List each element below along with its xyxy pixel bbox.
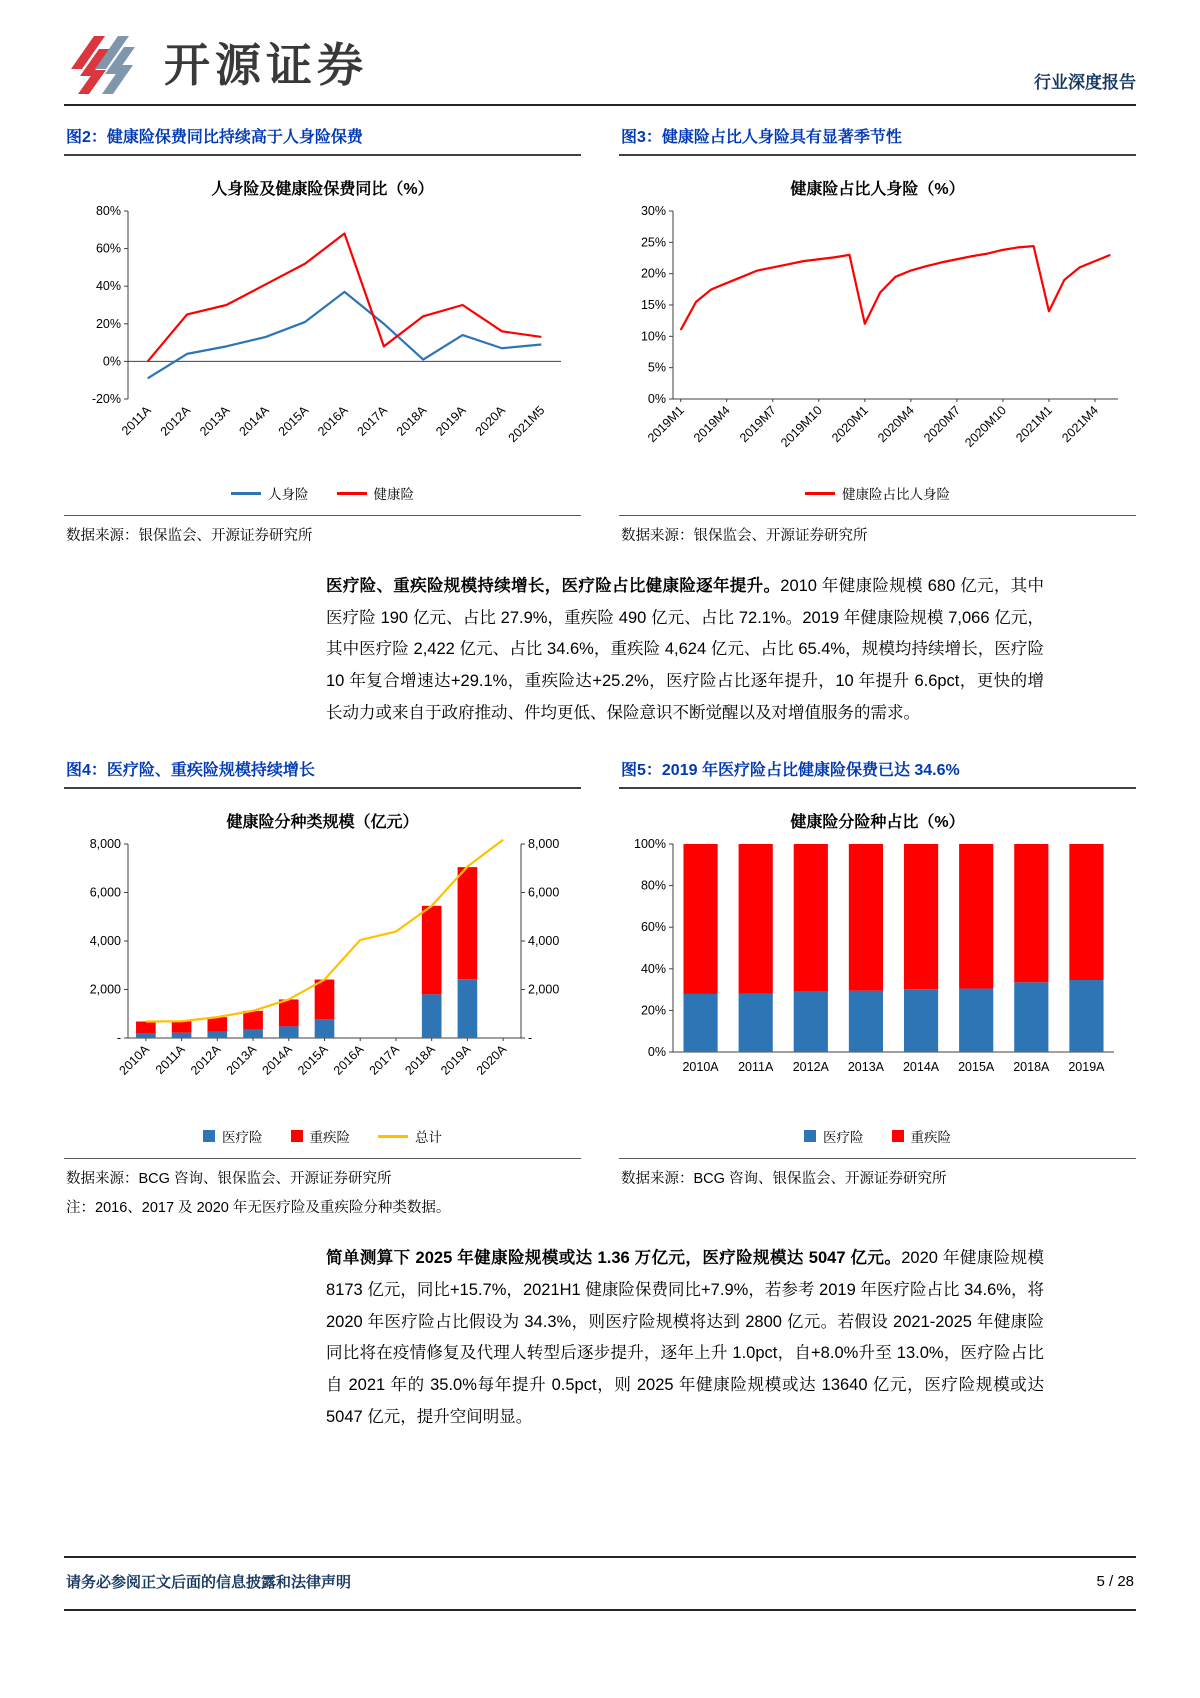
svg-text:2017A: 2017A	[354, 403, 390, 439]
svg-text:2019M4: 2019M4	[690, 403, 733, 446]
brand-logo-icon	[64, 34, 148, 96]
svg-text:2011A: 2011A	[152, 1042, 188, 1078]
svg-text:2018A: 2018A	[1013, 1060, 1050, 1075]
legend-item	[805, 483, 950, 503]
legend-item	[378, 1126, 442, 1146]
legend-line-swatch	[231, 492, 261, 495]
legend-label: 健康险占比人身险	[842, 487, 950, 502]
legend-label: 人身险	[268, 487, 309, 502]
svg-text:8,000: 8,000	[89, 837, 121, 852]
svg-text:8,000: 8,000	[528, 837, 560, 852]
svg-text:2014A: 2014A	[259, 1042, 295, 1079]
svg-text:2013A: 2013A	[223, 1042, 260, 1079]
svg-text:2016A: 2016A	[330, 1042, 367, 1079]
figure-4-note: 注：2016、2017 及 2020 年无医疗险及重疾险分种类数据。	[66, 1200, 451, 1217]
svg-text:2020M7: 2020M7	[921, 403, 964, 446]
svg-text:2015A: 2015A	[295, 1042, 331, 1079]
svg-text:2012A: 2012A	[157, 403, 194, 439]
svg-text:0%: 0%	[647, 392, 666, 406]
paragraph-1-text: 2010 年健康险规模 680 亿元，其中医疗险 190 亿元、占比 27.9%，重疾险 490 亿元、占比 72.1%。2019 年健康险规模 7,066 亿元，其中医疗险 2,422 亿元、占比 34.6%，重疾险 4,624 亿元、占比 65.4%，规模均持续增长，医疗险 10 年复合增速达+29.1%，重疾险达+25.2%，医疗险占比逐年提升，10 年提升 6.6pct，更快的增长动力或来自于政府推动、件均更低、保险意识不断觉醒以及对增值服务的需求。	[326, 577, 1044, 722]
svg-text:5%: 5%	[647, 360, 666, 375]
figure-5-legend	[619, 1126, 1136, 1146]
legend-color-swatch	[291, 1130, 303, 1142]
svg-text:20%: 20%	[640, 1003, 666, 1018]
svg-text:80%: 80%	[640, 878, 666, 893]
svg-text:10%: 10%	[640, 329, 666, 344]
body-paragraph-1	[326, 571, 1044, 729]
figure-3-legend	[619, 483, 1136, 503]
figure-4	[64, 753, 581, 1217]
paragraph-1-lead: 医疗险、重疾险规模持续增长，医疗险占比健康险逐年提升。	[326, 577, 781, 595]
legend-line-swatch	[378, 1135, 408, 1138]
figure-row-1	[64, 120, 1136, 545]
legend-label: 医疗险	[222, 1130, 263, 1146]
figure-2-legend	[64, 483, 581, 503]
legend-item	[291, 1126, 351, 1146]
svg-text:15%: 15%	[640, 298, 666, 312]
svg-text:20%: 20%	[95, 316, 121, 331]
svg-text:25%: 25%	[640, 235, 666, 250]
svg-text:2019M7: 2019M7	[737, 403, 779, 446]
figure-3-source: 数据来源：银保监会、开源证券研究所	[619, 515, 1136, 545]
svg-text:2013A: 2013A	[197, 403, 233, 439]
brand-name: 开源证券	[164, 39, 368, 91]
svg-text:2,000: 2,000	[89, 982, 121, 997]
svg-text:2010A: 2010A	[682, 1060, 719, 1075]
page-number: 5 / 28	[1096, 1573, 1134, 1590]
legend-label: 健康险	[373, 487, 414, 502]
legend-line-swatch	[337, 492, 367, 495]
legend-item	[231, 483, 309, 503]
svg-text:2018A: 2018A	[393, 403, 430, 439]
svg-text:30%: 30%	[640, 204, 666, 218]
svg-text:-20%: -20%	[91, 392, 121, 406]
svg-text:40%: 40%	[95, 279, 121, 294]
svg-text:2011A: 2011A	[738, 1060, 774, 1075]
chart-canvas	[625, 201, 1130, 479]
body-paragraph-2	[326, 1243, 1044, 1433]
svg-text:2020M4: 2020M4	[875, 403, 917, 446]
figure-row-2	[64, 753, 1136, 1217]
svg-text:2021M5: 2021M5	[505, 403, 548, 446]
svg-text:2012A: 2012A	[187, 1042, 224, 1079]
svg-text:6,000: 6,000	[528, 885, 560, 900]
chart-canvas	[625, 834, 1130, 1122]
report-type-label: 行业深度报告	[1034, 73, 1136, 92]
svg-text:2018A: 2018A	[402, 1042, 438, 1079]
figure-3-chart-title: 健康险占比人身险（%）	[790, 181, 965, 198]
svg-text:60%: 60%	[95, 241, 121, 256]
figure-2	[64, 120, 581, 545]
svg-text:2019M10: 2019M10	[778, 403, 825, 450]
svg-text:2017A: 2017A	[366, 1042, 403, 1079]
paragraph-2-text: 2020 年健康险规模 8173 亿元，同比+15.7%，2021H1 健康险保费同比+7.9%，若参考 2019 年医疗险占比 34.6%，将 2020 年医疗险占比假设为 34.3%，则医疗险规模将达到 2800 亿元。若假设 2021-2025 年健康险同比将在疫情修复及代理人转型后逐步提升，逐年上升 1.0pct，自+8.0%升至 13.0%，医疗险占比自 2021 年的 35.0%每年提升 0.5pct，则 2025 年健康险规模或达 13640 亿元，医疗险规模或达 5047 亿元，提升空间明显。	[326, 1249, 1044, 1426]
figure-5-chart	[619, 834, 1136, 1122]
svg-text:2015A: 2015A	[275, 403, 312, 439]
figure-4-chart	[64, 834, 581, 1122]
brand-logo	[64, 34, 368, 96]
svg-text:2019A: 2019A	[1068, 1060, 1105, 1075]
svg-text:40%: 40%	[640, 962, 666, 977]
svg-text:0%: 0%	[102, 354, 121, 369]
svg-text:4,000: 4,000	[89, 934, 121, 949]
svg-text:2012A: 2012A	[792, 1060, 829, 1075]
figure-4-legend	[64, 1126, 581, 1146]
svg-text:2015A: 2015A	[958, 1060, 995, 1075]
legend-item	[892, 1126, 952, 1146]
svg-text:2010A: 2010A	[116, 1042, 152, 1079]
chart-canvas	[70, 201, 575, 479]
svg-text:80%: 80%	[95, 204, 121, 218]
figure-3-chart	[619, 201, 1136, 479]
figure-3-caption: 图3：健康险占比人身险具有显著季节性	[619, 120, 1136, 156]
svg-text:20%: 20%	[640, 266, 666, 281]
svg-text:2,000: 2,000	[528, 982, 560, 997]
figure-4-caption: 图4：医疗险、重疾险规模持续增长	[64, 753, 581, 789]
svg-text:6,000: 6,000	[89, 885, 121, 900]
footer-disclaimer: 请务必参阅正文后面的信息披露和法律声明	[66, 1574, 352, 1591]
svg-text:2019A: 2019A	[438, 1042, 474, 1079]
figure-5-source: 数据来源：BCG 咨询、银保监会、开源证券研究所	[619, 1158, 1136, 1188]
paragraph-2-lead: 简单测算下 2025 年健康险规模或达 1.36 万亿元，医疗险规模达 5047 亿元。	[326, 1249, 902, 1268]
svg-text:-: -	[528, 1031, 533, 1046]
svg-text:2021M4: 2021M4	[1059, 403, 1102, 446]
legend-item	[203, 1126, 263, 1146]
page-footer	[64, 1556, 1136, 1611]
figure-4-source: 数据来源：BCG 咨询、银保监会、开源证券研究所	[64, 1158, 581, 1188]
svg-text:4,000: 4,000	[528, 934, 560, 949]
legend-label: 重疾险	[309, 1130, 350, 1146]
svg-text:2019A: 2019A	[433, 403, 469, 439]
figure-4-chart-title: 健康险分种类规模（亿元）	[226, 814, 419, 832]
svg-text:2020A: 2020A	[473, 1042, 510, 1079]
svg-text:2011A: 2011A	[119, 403, 154, 439]
figure-2-chart-title: 人身险及健康险保费同比（%）	[211, 181, 434, 198]
legend-line-swatch	[805, 492, 835, 495]
svg-text:2020A: 2020A	[472, 403, 509, 439]
svg-text:100%: 100%	[634, 837, 666, 852]
figure-5-caption: 图5：2019 年医疗险占比健康险保费已达 34.6%	[619, 753, 1136, 789]
svg-text:2020M1: 2020M1	[829, 403, 871, 446]
figure-2-chart	[64, 201, 581, 479]
legend-label: 重疾险	[910, 1130, 951, 1146]
svg-text:2021M1: 2021M1	[1013, 403, 1056, 446]
legend-label: 总计	[415, 1130, 442, 1146]
svg-text:60%: 60%	[640, 920, 666, 935]
svg-text:2014A: 2014A	[902, 1060, 940, 1075]
legend-color-swatch	[203, 1130, 215, 1142]
figure-5	[619, 753, 1136, 1217]
legend-color-swatch	[892, 1130, 904, 1142]
svg-text:2016A: 2016A	[315, 403, 351, 439]
svg-text:0%: 0%	[647, 1045, 666, 1060]
legend-item	[804, 1126, 864, 1146]
svg-text:2013A: 2013A	[847, 1060, 885, 1075]
svg-text:2020M10: 2020M10	[962, 403, 1010, 450]
legend-item	[337, 483, 415, 503]
figure-2-caption: 图2：健康险保费同比持续高于人身险保费	[64, 120, 581, 156]
legend-label: 医疗险	[823, 1130, 864, 1146]
legend-color-swatch	[804, 1130, 816, 1142]
chart-canvas	[70, 834, 575, 1122]
svg-text:2019M1: 2019M1	[644, 403, 687, 446]
page-header	[64, 0, 1136, 106]
svg-text:-: -	[116, 1031, 121, 1046]
figure-3	[619, 120, 1136, 545]
figure-5-chart-title: 健康险分险种占比（%）	[790, 814, 965, 832]
figure-2-source: 数据来源：银保监会、开源证券研究所	[64, 515, 581, 545]
svg-text:2014A: 2014A	[236, 403, 272, 439]
